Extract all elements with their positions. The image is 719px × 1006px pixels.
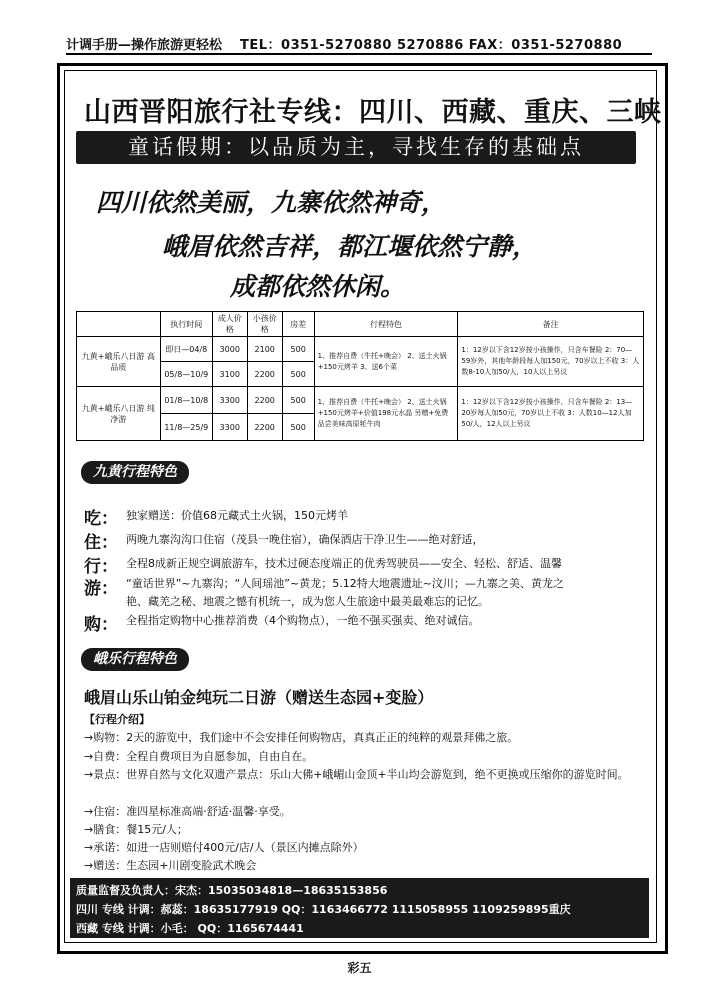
adult-price: 3300 <box>212 387 247 414</box>
intro-line: →住宿：准四星标准高端·舒适·温馨·享受。 <box>84 805 291 818</box>
intro-line: →承诺：如进一店则赔付400元/店/人（景区内摊点除外） <box>84 841 364 854</box>
intro-heading: 【行程介绍】 <box>84 713 150 726</box>
footer-supervisor: 质量监督及负责人：宋杰：15035034818—18635153856 <box>76 884 388 897</box>
intro-line: →赠送：生态园+川剧变脸武术晚会 <box>84 859 257 872</box>
room-diff: 500 <box>282 337 314 362</box>
table-header-cell: 执行时间 <box>160 312 212 337</box>
tour-title: 峨眉山乐山铂金纯玩二日游（赠送生态园+变脸） <box>84 688 434 707</box>
table-row <box>77 387 644 414</box>
slogan-banner: 童话假期：以品质为主，寻找生存的基础点 <box>76 131 636 164</box>
room-diff: 500 <box>282 362 314 387</box>
intro-line: →景点：世界自然与文化双遗产景点：乐山大佛+峨嵋山金顶+半山均会游览到，绝不更换或压缩你的游览时间。 <box>84 768 629 781</box>
header-contact: TEL：0351-5270880 5270886 FAX：0351-5270880 <box>240 38 623 53</box>
contact-footer <box>70 878 649 938</box>
item-text-tour: “童话世界”~九寨沟；“人间瑶池”~黄龙；5.12特大地震遗址~汶川；—九寨之美、黄龙之艳、藏羌之秘、地震之憾有机统一，成为您人生旅途中最美最难忘的记忆。 <box>126 577 564 608</box>
section-label-jiuhuang: 九黄行程特色 <box>81 461 189 484</box>
footer-tibet: 西藏 专线 计调：小毛： QQ：1165674441 <box>76 922 304 935</box>
item-key-shop: 购： <box>84 615 118 635</box>
item-key-stay: 住： <box>84 533 118 553</box>
script-line-3: 成都依然休闲。 <box>230 272 406 301</box>
item-key-tour: 游： <box>84 579 118 599</box>
adult-price: 3300 <box>212 414 247 441</box>
table-header-cell: 备注 <box>458 312 644 337</box>
table-header-cell: 行程特色 <box>314 312 458 337</box>
feature-cell: 1、推荐自费（牛托+晚会） 2、送土火锅+150元烤羊+价值198元水晶 另赠+免费品尝美味高原牦牛肉 <box>314 387 458 441</box>
table-row <box>77 337 644 362</box>
date-cell: 11/8—25/9 <box>160 414 212 441</box>
child-price: 2200 <box>247 387 282 414</box>
intro-line: →膳食：餐15元/人； <box>84 823 188 836</box>
page-header <box>66 33 652 55</box>
child-price: 2100 <box>247 337 282 362</box>
section-label-ele: 峨乐行程特色 <box>81 648 189 671</box>
feature-cell: 1、推荐自费（牛托+晚会） 2、送土火锅+150元烤羊 3、送6个菜 <box>314 337 458 387</box>
table-header-cell <box>77 312 161 337</box>
note-cell: 1：12岁以下含12岁按小孩操作，只含车餐险 2：70—59岁外，其他年龄段每人加150元，70岁以上不收 3：人数8-10人加50/人，10人以上另议 <box>458 337 644 387</box>
adult-price: 3000 <box>212 337 247 362</box>
price-table <box>76 311 644 441</box>
table-header-cell: 成人价格 <box>212 312 247 337</box>
intro-line: →自费：全程自费项目为自愿参加，自由自在。 <box>84 750 314 763</box>
route-name: 九黄+峨乐八日游 高品质 <box>77 337 161 387</box>
child-price: 2200 <box>247 414 282 441</box>
script-line-1: 四川依然美丽，九寨依然神奇， <box>96 188 447 217</box>
script-line-2: 峨眉依然吉祥，都江堰依然宁静， <box>162 232 538 261</box>
item-text-stay: 两晚九寨沟沟口住宿（茂县一晚住宿），确保酒店干净卫生——绝对舒适， <box>126 533 484 546</box>
child-price: 2200 <box>247 362 282 387</box>
page-title: 山西晋阳旅行社专线：四川、西藏、重庆、三峡 <box>84 97 662 128</box>
table-header-row <box>77 312 644 337</box>
room-diff: 500 <box>282 387 314 414</box>
item-key-travel: 行： <box>84 557 118 577</box>
page-number: 彩五 <box>347 961 372 975</box>
item-text-shop: 全程指定购物中心推荐消费（4个购物点），一绝不强买强卖、绝对诚信。 <box>126 614 480 627</box>
table-header-cell: 房差 <box>282 312 314 337</box>
item-text-eat: 独家赠送：价值68元藏式土火锅，150元烤羊 <box>126 509 348 522</box>
note-cell: 1：12岁以下含12岁按小孩操作，只含车餐险 2：13—20岁每人加50元，70岁以上不收 3：人数10—12人加50/人，12人以上另议 <box>458 387 644 441</box>
route-name: 九黄+峨乐八日游 纯净游 <box>77 387 161 441</box>
date-cell: 01/8—10/8 <box>160 387 212 414</box>
adult-price: 3100 <box>212 362 247 387</box>
room-diff: 500 <box>282 414 314 441</box>
header-title: 计调手册—操作旅游更轻松 <box>66 38 223 53</box>
footer-sichuan: 四川 专线 计调：郝蕊：18635177919 QQ：1163466772 1115058955 1109259895重庆 <box>76 903 571 916</box>
item-key-eat: 吃： <box>84 509 118 529</box>
item-text-travel: 全程8成新正规空调旅游车，技术过硬态度端正的优秀驾驶员——安全、轻松、舒适、温馨 <box>126 557 562 570</box>
date-cell: 05/8—10/9 <box>160 362 212 387</box>
intro-line: →购物：2天的游览中，我们途中不会安排任何购物店，真真正正的纯粹的观景拜佛之旅。 <box>84 731 519 744</box>
table-header-cell: 小孩价格 <box>247 312 282 337</box>
date-cell: 即日—04/8 <box>160 337 212 362</box>
